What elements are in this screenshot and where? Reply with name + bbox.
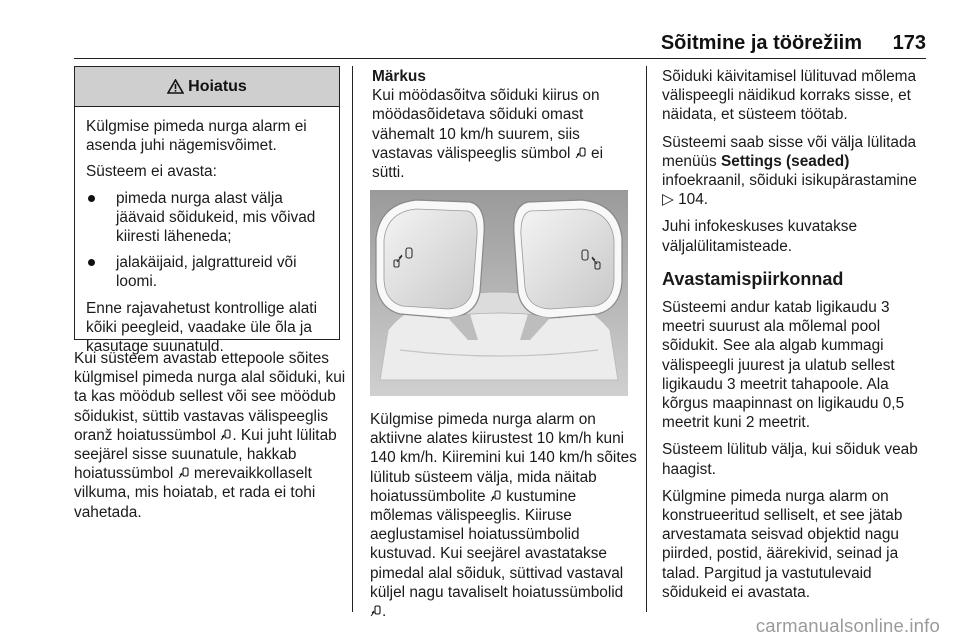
blind-spot-warning-icon	[220, 428, 232, 442]
header-divider	[74, 58, 926, 59]
note-block	[372, 67, 634, 190]
warning-list-item: jalakäijaid, jalgrattureid või loomi.	[86, 253, 329, 291]
warning-box	[74, 66, 340, 356]
column-2-text	[370, 410, 638, 629]
menu-name: Settings (seaded)	[721, 152, 850, 170]
paragraph	[370, 410, 638, 621]
text-run: Kui möödasõitva sõiduki kiirus on möödasõidetava sõiduki omast vähemalt 10 km/h suurem, siis vastavas välispeeglis sümbol	[372, 87, 600, 162]
paragraph: Sõiduki käivitamisel lülituvad mõlema välispeegli näidikud korraks sisse, et näidata, et süsteem töötab.	[662, 68, 917, 124]
column-1-text	[74, 349, 346, 530]
mirror-illustration	[370, 190, 628, 396]
warning-list-item: pimeda nurga alast välja jäävaid sõidukeid, mis võivad kiiresti läheneda;	[86, 189, 329, 247]
text-run: infoekraanil, sõiduki isikupärastamine	[662, 172, 917, 190]
blind-spot-warning-icon	[370, 604, 382, 618]
warning-header	[75, 67, 339, 107]
page-reference: 104.	[678, 191, 709, 209]
text-run: .	[382, 603, 387, 621]
paragraph	[74, 349, 346, 522]
warning-text-3: Enne rajavahetust kontrollige alati kõiki peegleid, vaadake üle õla ja kasutage suunatuld.	[86, 299, 318, 356]
warning-body	[75, 107, 339, 356]
paragraph: Süsteemi andur katab ligikaudu 3 meetri suurust ala mõlemal pool sõidukit. See ala algab kummagi välispeegli juurest ja ulatub sellest ligikaudu 3 meetrit tahapoole. Ala kõrgus maapinnast on ligikaudu 0,5 meetrit kuni 2 meetrit.	[662, 299, 905, 432]
paragraph	[662, 133, 930, 210]
text-run: Külgmise pimeda nurga alarm on aktiivne alates kiirustest 10 km/h kuni 140 km/h. Kiiremini kui 140 km/h sõites lülitub süsteem välja, mida näitab hoiatussümbolite	[370, 411, 637, 505]
watermark: carmanualsonline.info	[755, 615, 940, 636]
warning-title: Hoiatus	[188, 77, 247, 95]
warning-text-1: Külgmise pimeda nurga alarm ei asenda juhi nägemisvõimet.	[86, 118, 307, 155]
text-run: merevaikkollaselt vilkuma, mis hoiatab, et rada ei tohi vahetada.	[74, 465, 316, 521]
column-3-text	[662, 67, 930, 610]
note-text	[372, 86, 634, 182]
text-run: kustumine mõlemas välispeeglis. Kiiruse aeglustamisel hoiatussümbolid kustuvad. Kui seejärel avastatakse pimedal alal sõiduk, süttivad vastaval küljel nagu tavaliselt hoiatussümbolid	[370, 487, 624, 601]
text-run: . Kui juht lülitab seejärel sisse suunatule, hakkab hoiatussümbol	[74, 426, 337, 483]
warning-text-2: Süsteem ei avasta:	[86, 163, 217, 181]
warning-list	[86, 189, 329, 292]
blind-spot-warning-icon	[490, 489, 502, 503]
text-run: ei sütti.	[372, 144, 604, 182]
blind-spot-warning-icon	[178, 466, 190, 480]
page-header-title: Sõitmine ja töörežiim	[660, 32, 862, 54]
text-run: Kui süsteem avastab ettepoole sõites külgmisel pimeda nurga alal sõiduki, kui ta kas möödub sellest või see möödub sõidukist, süttib vastavas välispeeglis oranž hoiatussümbol	[74, 350, 346, 444]
section-heading: Avastamispiirkonnad	[662, 268, 844, 289]
paragraph: Külgmine pimeda nurga alarm on konstrueeritud selliselt, et see jätab arvestamata seisvad objektid nagu piirded, postid, äärekivid, seinad ja talad. Pargitud ja vastutulevaid sõidukeid ei avastata.	[662, 487, 903, 601]
paragraph: Juhi infokeskuses kuvatakse väljalülitamisteade.	[662, 218, 858, 255]
page-number: 173	[892, 32, 926, 54]
blind-spot-warning-icon	[575, 146, 587, 160]
paragraph: Süsteem lülitub välja, kui sõiduk veab haagist.	[662, 441, 918, 478]
note-title: Märkus	[372, 68, 426, 85]
column-divider-2	[646, 66, 647, 612]
warning-triangle-icon	[167, 79, 184, 94]
column-divider-1	[352, 66, 353, 612]
text-run: Süsteemi saab sisse või välja lülitada menüüs	[662, 133, 917, 170]
page-reference-arrow-icon: ▷	[662, 191, 674, 209]
